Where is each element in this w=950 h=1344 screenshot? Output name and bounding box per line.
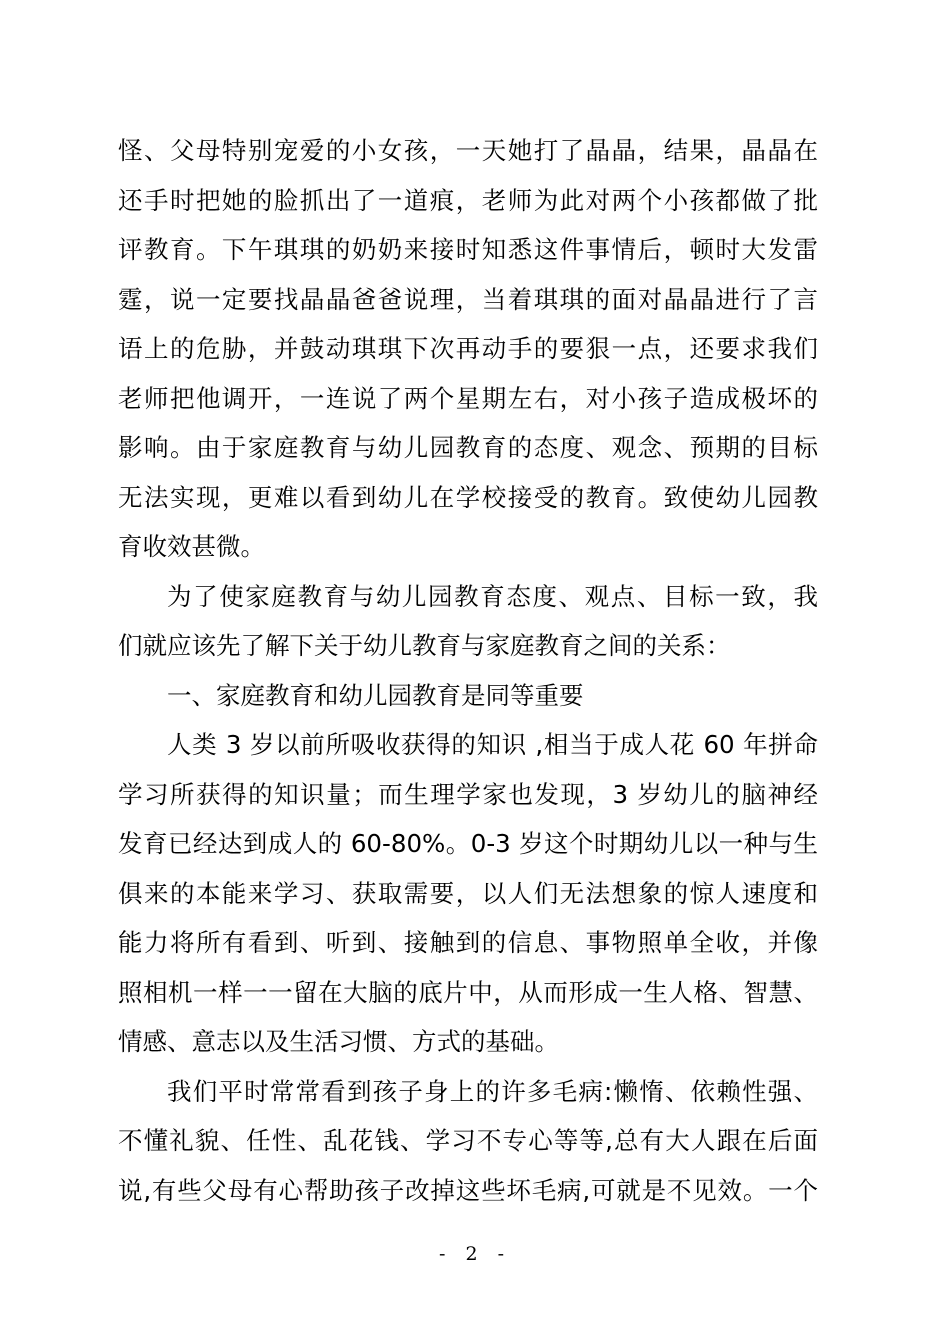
text-line: 育收效甚微。	[118, 532, 265, 561]
text-line: 发育已经达到成人的 60-80%。0-3 岁这个时期幼儿以一种与生	[118, 829, 818, 858]
text-line: 俱来的本能来学习、获取需要，以人们无法想象的惊人速度和	[118, 878, 818, 908]
paragraph-first-line: 为了使家庭教育与幼儿园教育态度、观点、目标一致，我	[167, 581, 818, 611]
page-number: - 2 -	[438, 1243, 511, 1265]
text-line: 怪、父母特别宠爱的小女孩，一天她打了晶晶，结果，晶晶在	[118, 136, 818, 165]
text-line: 情感、意志以及生活习惯、方式的基础。	[118, 1027, 559, 1056]
text-line: 不懂礼貌、任性、乱花钱、学习不专心等等,总有大人跟在后面	[118, 1126, 818, 1155]
document-body	[118, 126, 818, 1215]
text-line: 说,有些父母有心帮助孩子改掉这些坏毛病,可就是不见效。一个	[118, 1175, 818, 1205]
text-line: 照相机一样一一留在大脑的底片中，从而形成一生人格、智慧、	[118, 977, 818, 1007]
text-line: 学习所获得的知识量；而生理学家也发现，3 岁幼儿的脑神经	[118, 779, 818, 809]
text-line: 语上的危胁，并鼓动琪琪下次再动手的要狠一点，还要求我们	[118, 334, 818, 363]
text-line: 老师把他调开，一连说了两个星期左右，对小孩子造成极坏的	[118, 383, 818, 413]
text-line: 能力将所有看到、听到、接触到的信息、事物照单全收，并像	[118, 928, 818, 957]
paragraph-first-line: 我们平时常常看到孩子身上的许多毛病:懒惰、依赖性强、	[167, 1076, 818, 1106]
text-line: 影响。由于家庭教育与幼儿园教育的态度、观念、预期的目标	[118, 433, 818, 462]
text-line: 无法实现，更难以看到幼儿在学校接受的教育。致使幼儿园教	[118, 482, 818, 512]
text-line: 评教育。下午琪琪的奶奶来接时知悉这件事情后，顿时大发雷	[118, 235, 818, 264]
text-line: 还手时把她的脸抓出了一道痕，老师为此对两个小孩都做了批	[118, 185, 818, 215]
text-line: 霆，说一定要找晶晶爸爸说理，当着琪琪的面对晶晶进行了言	[118, 284, 818, 314]
section-heading: 一、家庭教育和幼儿园教育是同等重要	[167, 680, 584, 710]
text-line: 们就应该先了解下关于幼儿教育与家庭教育之间的关系：	[118, 631, 731, 660]
paragraph-first-line: 人类 3 岁以前所吸收获得的知识 ,相当于成人花 60 年拼命	[167, 730, 818, 759]
